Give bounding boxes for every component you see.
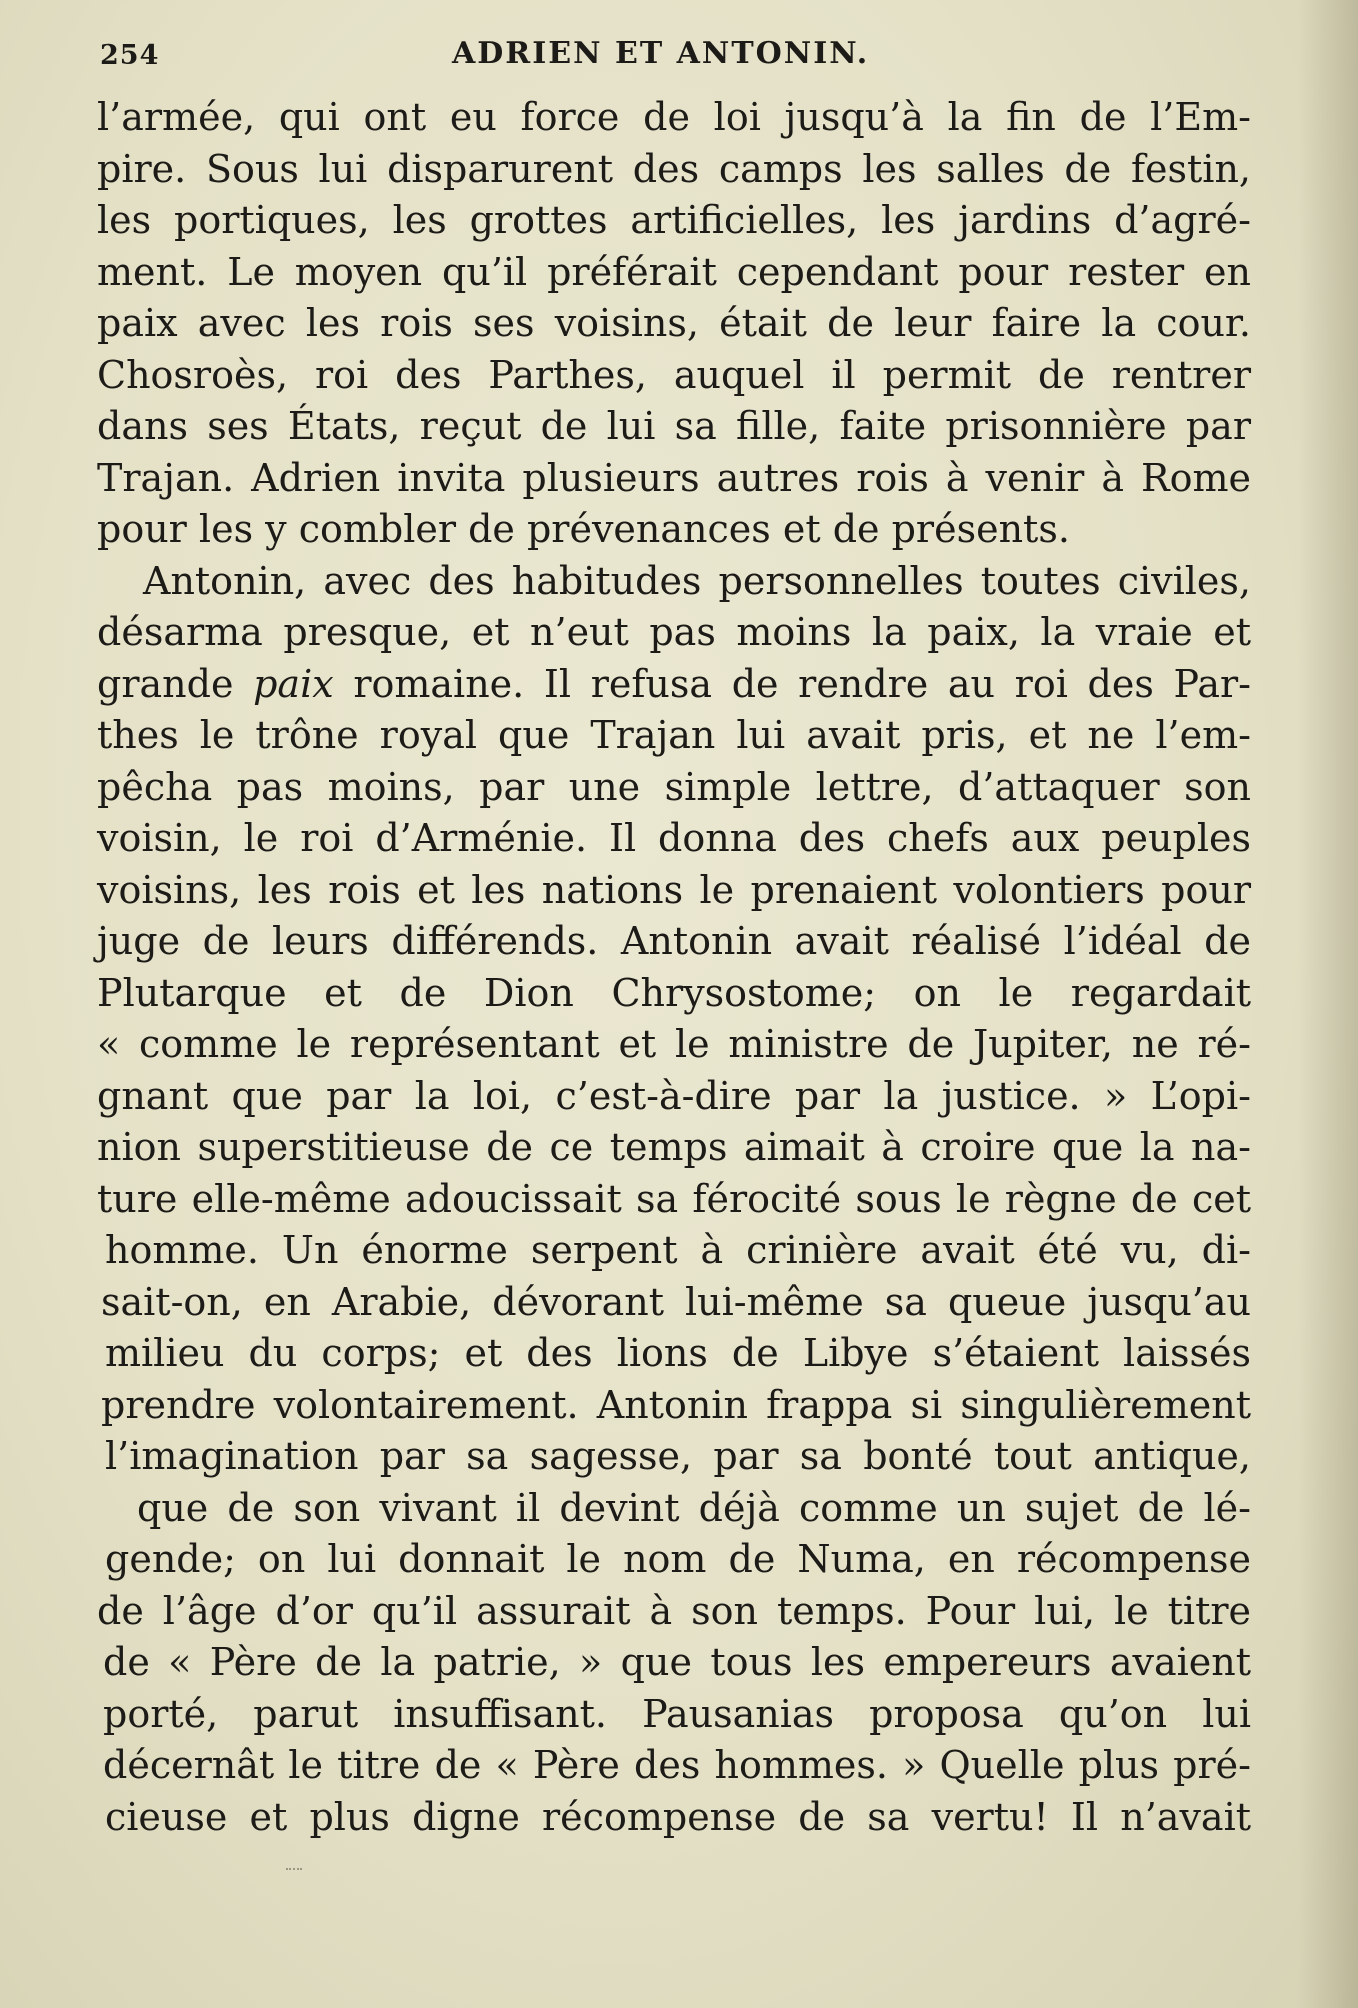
text-line: voisins, les rois et les nations le prenaient volontiers pour bbox=[97, 867, 1251, 912]
text-line: gende; on lui donnait le nom de Numa, en récompense bbox=[105, 1537, 1251, 1581]
text-line: les portiques, les grottes artificielles, les jardins d’agré- bbox=[97, 198, 1251, 242]
text-line: « comme le représentant et le ministre de Jupiter, ne ré- bbox=[97, 1022, 1251, 1066]
text-line: prendre volontairement. Antonin frappa si singulièrement bbox=[101, 1382, 1251, 1427]
text-line: l’imagination par sa sagesse, par sa bonté tout antique, bbox=[105, 1434, 1251, 1478]
print-specks bbox=[286, 1868, 302, 1874]
running-head bbox=[100, 36, 1252, 76]
text-line: grande paix romaine. Il refusa de rendre au roi des Par- bbox=[97, 661, 1252, 706]
text-line: pire. Sous lui disparurent des camps les salles de festin, bbox=[97, 146, 1251, 191]
text-line: que de son vivant il devint déjà comme un sujet de lé- bbox=[137, 1485, 1251, 1530]
text-line: Trajan. Adrien invita plusieurs autres rois à venir à Rome bbox=[97, 455, 1251, 500]
text-line: porté, parut insuffisant. Pausanias proposa qu’on lui bbox=[103, 1691, 1251, 1736]
text-line: gnant que par la loi, c’est-à-dire par la justice. » L’opi- bbox=[97, 1073, 1251, 1118]
text-line: Antonin, avec des habitudes personnelles toutes civiles, bbox=[143, 558, 1251, 603]
text-line: juge de leurs différends. Antonin avait réalisé l’idéal de bbox=[97, 919, 1251, 963]
text-line: nion superstitieuse de ce temps aimait à croire que la na- bbox=[97, 1125, 1251, 1169]
text-line: voisin, le roi d’Arménie. Il donna des chefs aux peuples bbox=[97, 816, 1251, 860]
text-line: l’armée, qui ont eu force de loi jusqu’à la fin de l’Em- bbox=[97, 95, 1251, 139]
text-line: pour les y combler de prévenances et de présents. bbox=[97, 507, 1070, 551]
text-line: ture elle-même adoucissait sa férocité sous le règne de cet bbox=[97, 1176, 1251, 1221]
text-line: pêcha pas moins, par une simple lettre, d’attaquer son bbox=[97, 764, 1251, 809]
emphasis: paix bbox=[253, 661, 334, 706]
text-line: Chosroès, roi des Parthes, auquel il permit de rentrer bbox=[97, 352, 1251, 397]
running-title: ADRIEN ET ANTONIN. bbox=[452, 36, 870, 71]
body-text bbox=[97, 92, 1251, 1843]
text-line: Plutarque et de Dion Chrysostome; on le regardait bbox=[97, 970, 1251, 1015]
text-line: paix avec les rois ses voisins, était de leur faire la cour. bbox=[97, 301, 1251, 345]
text-line: milieu du corps; et des lions de Libye s’étaient laissés bbox=[105, 1331, 1251, 1375]
text-line: cieuse et plus digne récompense de sa vertu! Il n’avait bbox=[105, 1794, 1251, 1839]
text-line: désarma presque, et n’eut pas moins la paix, la vraie et bbox=[97, 610, 1251, 654]
text-line: décernât le titre de « Père des hommes. » Quelle plus pré- bbox=[103, 1743, 1251, 1787]
page-edge-shadow bbox=[1298, 0, 1358, 2008]
page-number: 254 bbox=[100, 40, 160, 71]
text-line: sait-on, en Arabie, dévorant lui-même sa queue jusqu’au bbox=[101, 1279, 1251, 1324]
text-line: ment. Le moyen qu’il préférait cependant pour rester en bbox=[97, 249, 1251, 294]
text-line: de l’âge d’or qu’il assurait à son temps. Pour lui, le titre bbox=[97, 1588, 1251, 1633]
text-line: dans ses États, reçut de lui sa fille, faite prisonnière par bbox=[97, 404, 1251, 448]
text-line: de « Père de la patrie, » que tous les empereurs avaient bbox=[103, 1640, 1251, 1684]
text-line: thes le trône royal que Trajan lui avait pris, et ne l’em- bbox=[97, 713, 1251, 757]
text-line: homme. Un énorme serpent à crinière avait été vu, di- bbox=[105, 1228, 1251, 1272]
